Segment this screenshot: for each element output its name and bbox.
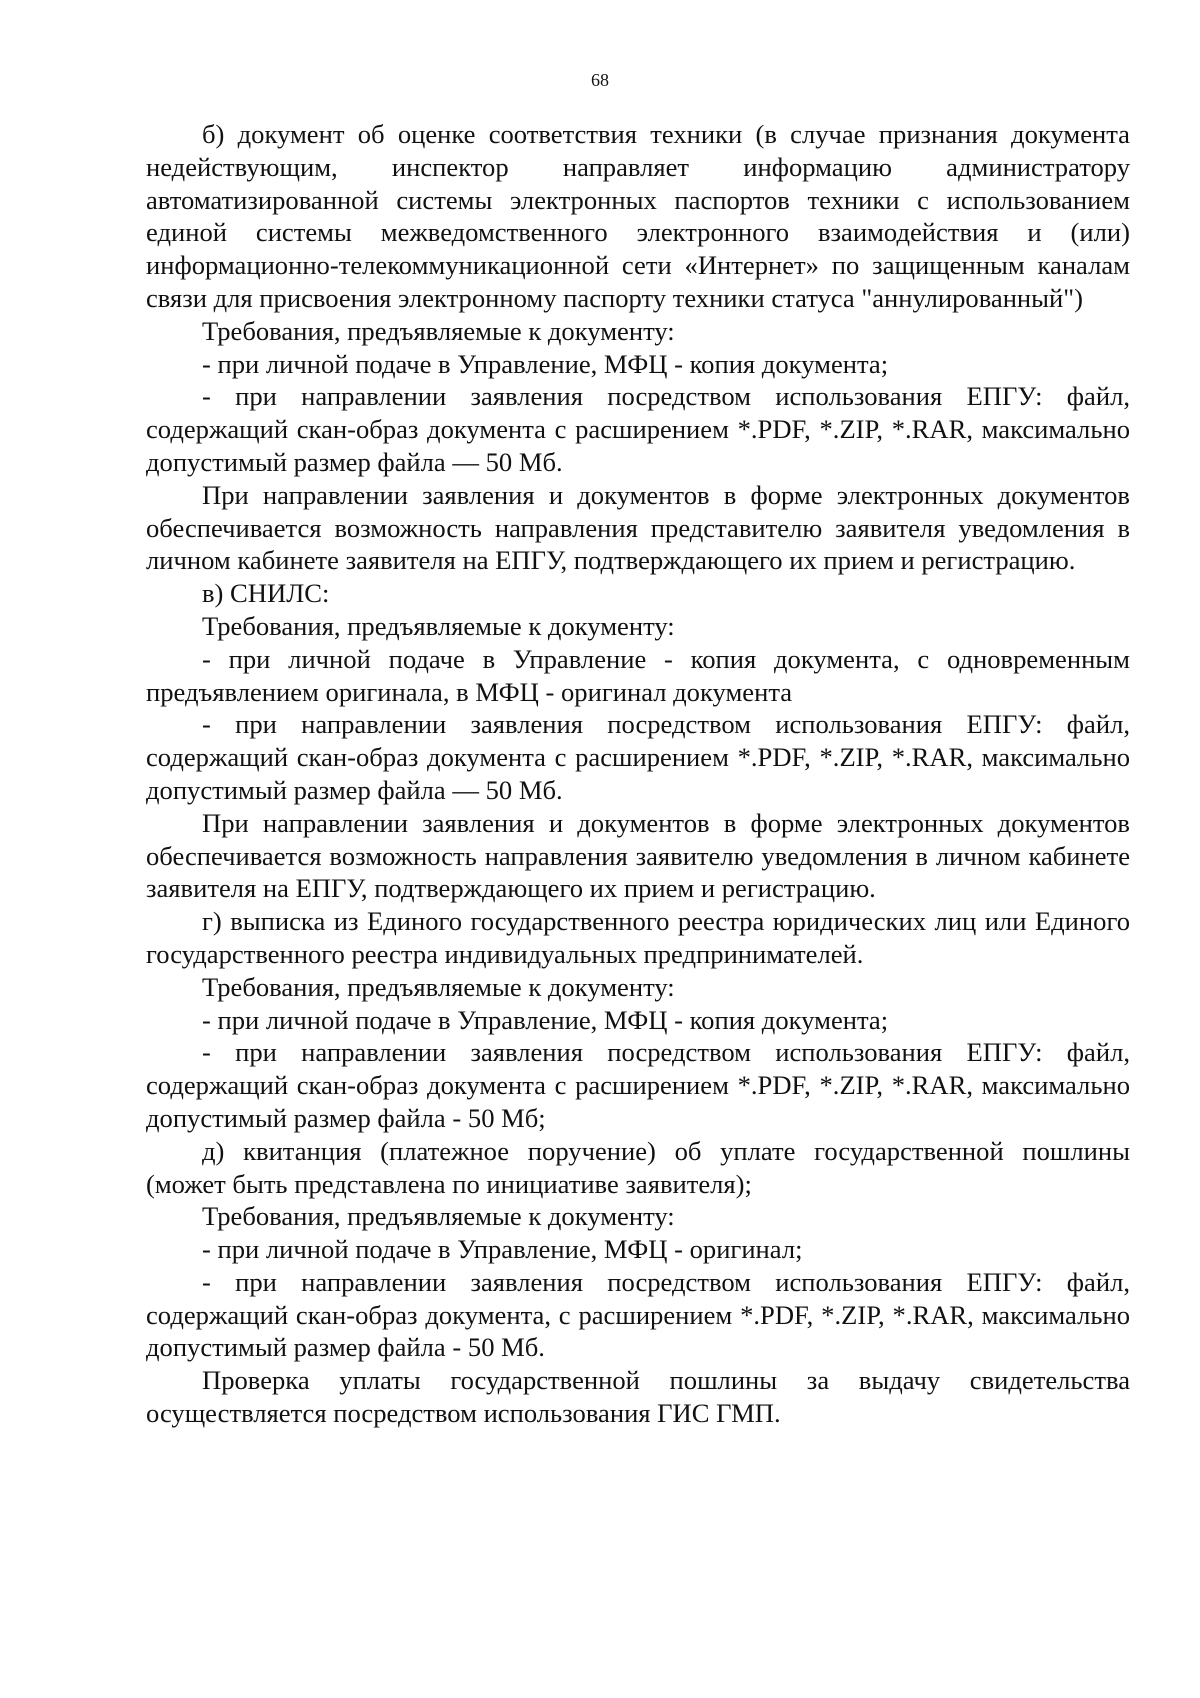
page-number: 68 [591,70,609,90]
paragraph-requirements-heading: Требования, предъявляемые к документу: [202,1201,675,1232]
paragraph-in-person-requirement: - при личной подаче в Управление, МФЦ - копия документа; [202,1004,889,1035]
paragraph-item-d-payment-receipt: д) квитанция (платежное поручение) об уплате государственной пошлины (может быть представлена по инициативе заявителя); [146,1135,1130,1199]
paragraph-epgu-file-requirement: - при направлении заявления посредством использования ЕПГУ: файл, содержащий скан-образ документа с расширением *.PDF, *.ZIP, *.RAR, максимально допустимый размер файла - 50 Мб; [146,1037,1130,1133]
paragraph-electronic-notification: При направлении заявления и документов в форме электронных документов обеспечивается возможность направления заявителю уведомления в личном кабинете заявителя на ЕПГУ, подтверждающего их прием и регистрацию. [146,807,1130,904]
paragraph-item-g-registry-extract: г) выписка из Единого государственного реестра юридических лиц или Единого государственного реестра индивидуальных предпринимателей. [146,906,1130,969]
paragraph-epgu-file-requirement: - при направлении заявления посредством использования ЕПГУ: файл, содержащий скан-образ документа с расширением *.PDF, *.ZIP, *.RAR, максимально допустимый размер файла — 50 Мб. [146,381,1130,477]
paragraph-electronic-notification: При направлении заявления и документов в форме электронных документов обеспечивается возможность направления представителю заявителя уведомления в личном кабинете заявителя на ЕПГУ, подтверждающего их прием и регистрацию. [146,479,1130,576]
paragraph-requirements-heading: Требования, предъявляемые к документу: [202,971,675,1002]
paragraph-epgu-file-requirement: - при направлении заявления посредством использования ЕПГУ: файл, содержащий скан-образ документа с расширением *.PDF, *.ZIP, *.RAR, максимально допустимый размер файла — 50 Мб. [146,709,1130,805]
paragraph-item-b-conformity-document: б) документ об оценке соответствия техники (в случае признания документа недействующим, инспектор направляет информацию администратору автоматизированной системы электронных паспортов техники с использованием единой системы межведомственного электронного взаимодействия и (или) информационно-телекоммуникационной сети «Интернет» по защищенным каналам связи для присвоения электронному паспорту техники статуса "аннулированный") [146,119,1130,313]
paragraph-requirements-heading: Требования, предъявляемые к документу: [202,315,675,346]
paragraph-requirements-heading: Требования, предъявляемые к документу: [202,610,675,641]
document-body [146,118,1130,1430]
paragraph-in-person-requirement: - при личной подаче в Управление, МФЦ - оригинал; [202,1234,803,1265]
paragraph-item-v-snils: в) СНИЛС: [202,578,330,609]
paragraph-in-person-requirement: - при личной подаче в Управление - копия документа, с одновременным предъявлением оригинала, в МФЦ - оригинал документа [146,643,1130,707]
paragraph-epgu-file-requirement: - при направлении заявления посредством использования ЕПГУ: файл, содержащий скан-образ документа, с расширением *.PDF, *.ZIP, *.RAR, максимально допустимый размер файла - 50 Мб. [146,1266,1130,1363]
paragraph-fee-verification: Проверка уплаты государственной пошлины за выдачу свидетельства осуществляется посредством использования ГИС ГМП. [146,1365,1130,1429]
paragraph-in-person-requirement: - при личной подаче в Управление, МФЦ - копия документа; [202,348,889,379]
